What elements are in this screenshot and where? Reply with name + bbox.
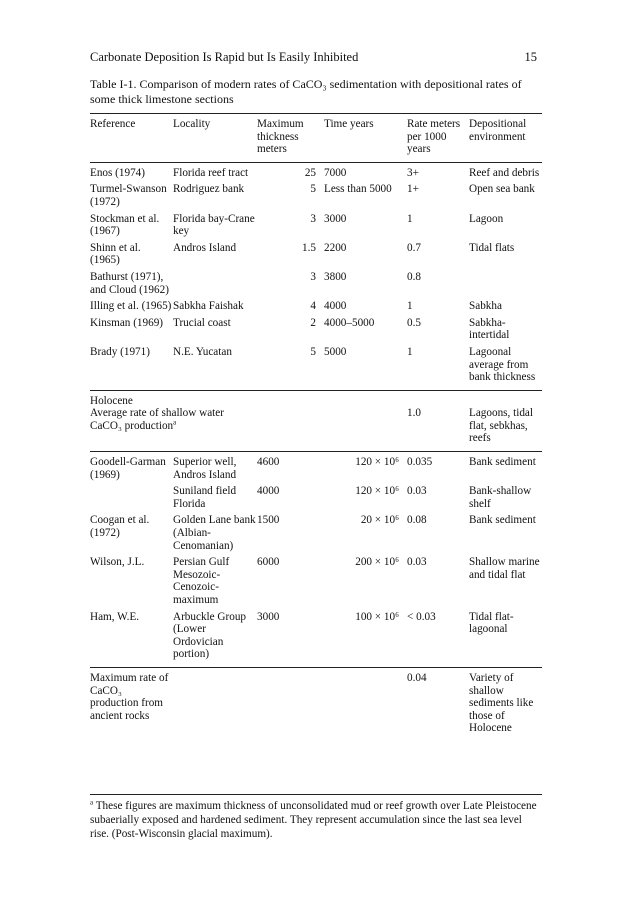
rate-cell: 0.08 (407, 514, 427, 527)
rate-cell: 0.8 (407, 270, 421, 283)
rate-cell: 1 (407, 345, 413, 358)
table-row (90, 313, 542, 342)
table-row (90, 452, 542, 482)
holocene-label: Average rate of shallow water CaCO₃ production (90, 407, 224, 432)
locality-cell: Florida reef tract (173, 166, 249, 179)
time-cell: 4000 (324, 300, 347, 313)
footnote-text: These figures are maximum thickness of unconsolidated mud or reef growth over Late Pleistocene subaerially exposed and hardened sediment. They represent accumulation since the last sea level rise. (Post-Wisconsin glacial maximum). (90, 800, 537, 840)
environment-cell: Tidal flats (469, 241, 515, 254)
table-footnote (90, 794, 542, 841)
reference-cell: Shinn et al. (1965) (90, 241, 141, 267)
maximum-rate: 0.04 (407, 671, 427, 684)
ancient-rates-section (90, 452, 542, 668)
locality-cell: Golden Lane bank (Albian-Cenomanian) (173, 514, 256, 552)
environment-cell: Lagoonal average from bank thickness (469, 345, 536, 384)
rate-cell: < 0.03 (407, 610, 436, 623)
thickness-cell: 1.5 (302, 241, 316, 254)
table-row (90, 607, 542, 661)
locality-cell: Suniland field Florida (173, 485, 237, 510)
column-header: Locality (173, 118, 211, 130)
table-row (90, 510, 542, 552)
table-row (90, 667, 542, 734)
maximum-label: Maximum rate of CaCO₃ production from ancient rocks (90, 671, 169, 722)
rate-cell: 0.03 (407, 556, 427, 569)
reference-cell: Illing et al. (1965) (90, 300, 172, 313)
environment-cell: Shallow marine and tidal flat (469, 556, 540, 581)
time-cell: Less than 5000 (324, 183, 392, 196)
time-cell: 5000 (324, 345, 347, 358)
thickness-cell: 5 (310, 345, 316, 358)
page-number: 15 (524, 50, 537, 64)
environment-cell (469, 267, 542, 296)
reference-cell: Goodell-Garman (1969) (90, 456, 166, 481)
locality-cell: N.E. Yucatan (173, 345, 232, 358)
modern-rates-section (90, 162, 542, 390)
table-row (90, 162, 542, 179)
reference-cell: Wilson, J.L. (90, 556, 145, 569)
column-header: Rate meters per 1000 years (407, 118, 461, 156)
rate-cell: 0.7 (407, 241, 421, 254)
running-title: Carbonate Deposition Is Rapid but Is Easily Inhibited (90, 50, 359, 64)
table-row (90, 209, 542, 238)
table-row (90, 267, 542, 296)
thickness-cell: 2 (310, 316, 316, 329)
running-head (90, 50, 537, 65)
maximum-environment: Variety of shallow sediments like those of Holocene (469, 671, 534, 735)
time-cell: 200 × 10⁶ (355, 556, 399, 569)
environment-cell: Sabkha (469, 300, 502, 313)
table-row (90, 296, 542, 313)
holocene-rate: 1.0 (407, 407, 421, 420)
time-cell: 120 × 10⁶ (355, 485, 399, 498)
thickness-cell: 4000 (257, 485, 280, 498)
rate-cell: 0.5 (407, 316, 421, 329)
locality-cell: Rodriguez bank (173, 183, 245, 196)
table-header-row (90, 114, 542, 163)
reference-cell (90, 481, 173, 510)
thickness-cell: 1500 (257, 514, 280, 527)
time-cell: 3000 (324, 212, 347, 225)
locality-cell: Arbuckle Group (Lower Ordovician portion) (173, 610, 247, 661)
locality-cell: Andros Island (173, 241, 237, 254)
environment-cell: Bank-shallow shelf (469, 485, 532, 510)
rate-cell: 3+ (407, 166, 419, 179)
column-header: Maximum thickness meters (257, 118, 304, 156)
table-row (90, 179, 542, 208)
environment-cell: Bank sediment (469, 456, 536, 469)
holocene-label-cell (90, 407, 257, 445)
time-cell: 120 × 10⁶ (355, 456, 399, 469)
locality-cell (173, 267, 257, 296)
environment-cell: Lagoon (469, 212, 504, 225)
rates-table (90, 113, 542, 735)
table-row (90, 552, 542, 606)
holocene-title: Holocene (90, 394, 133, 407)
thickness-cell: 3 (310, 212, 316, 225)
footnote-marker: a (173, 418, 177, 427)
environment-cell: Tidal flat-lagoonal (469, 610, 514, 636)
rate-cell: 1+ (407, 183, 419, 196)
time-cell: 2200 (324, 241, 347, 254)
table-row (90, 407, 542, 445)
thickness-cell: 5 (310, 183, 316, 196)
table-caption: Table I-1. Comparison of modern rates of CaCO₃ sedimentation with depositional rates of some thick limestone sections (90, 77, 522, 106)
time-cell: 20 × 10⁶ (360, 514, 399, 527)
rate-cell: 0.035 (407, 456, 433, 469)
rate-cell: 0.03 (407, 485, 427, 498)
locality-cell: Florida bay-Crane key (173, 212, 255, 238)
reference-cell: Turmel-Swanson (1972) (90, 183, 167, 208)
table-row (90, 342, 542, 384)
table-row (90, 238, 542, 267)
locality-cell: Sabkha Faishak (173, 300, 244, 313)
thickness-cell: 25 (304, 166, 316, 179)
column-header: Time years (324, 118, 374, 130)
maximum-section (90, 667, 542, 734)
environment-cell: Reef and debris (469, 166, 540, 179)
locality-cell: Persian Gulf Mesozoic-Cenozoic-maximum (173, 556, 230, 606)
holocene-section (90, 390, 542, 451)
reference-cell: Brady (1971) (90, 345, 150, 358)
thickness-cell: 4 (310, 300, 316, 313)
rate-cell: 1 (407, 300, 413, 313)
section-title-row (90, 390, 542, 407)
reference-cell: Stockman et al. (1967) (90, 212, 160, 238)
time-cell: 3800 (324, 270, 347, 283)
time-cell: 4000–5000 (324, 316, 375, 329)
table-row (90, 481, 542, 510)
time-cell: 7000 (324, 166, 347, 179)
footnote-mark: a (90, 798, 94, 807)
environment-cell: Bank sediment (469, 514, 536, 527)
locality-cell: Superior well, Andros Island (173, 456, 237, 481)
reference-cell: Enos (1974) (90, 166, 145, 179)
column-header: Reference (90, 118, 136, 130)
thickness-cell: 4600 (257, 456, 280, 469)
thickness-cell: 6000 (257, 556, 280, 569)
reference-cell: Bathurst (1971), and Cloud (1962) (90, 270, 169, 296)
column-header: Depositional environment (469, 118, 527, 143)
time-cell: 100 × 10⁶ (355, 610, 399, 623)
environment-cell: Open sea bank (469, 183, 535, 196)
environment-cell: Sabkha-intertidal (469, 316, 510, 342)
rate-cell: 1 (407, 212, 413, 225)
thickness-cell: 3000 (257, 610, 280, 623)
thickness-cell: 3 (310, 270, 316, 283)
reference-cell: Ham, W.E. (90, 610, 140, 623)
holocene-environment: Lagoons, tidal flat, sebkhas, reefs (469, 407, 534, 445)
reference-cell: Coogan et al. (1972) (90, 514, 150, 540)
reference-cell: Kinsman (1969) (90, 316, 164, 329)
locality-cell: Trucial coast (173, 316, 231, 329)
